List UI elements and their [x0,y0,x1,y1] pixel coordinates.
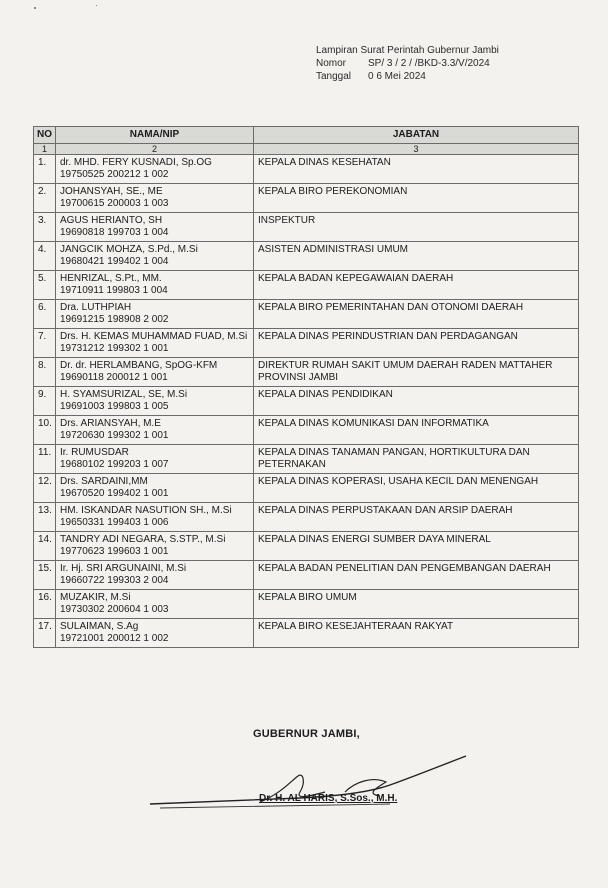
jabatan-cell: KEPALA DINAS KESEHATAN [254,155,579,184]
row-number: 13. [34,503,56,532]
lampiran-line: Lampiran Surat Perintah Gubernur Jambi [316,45,499,56]
official-nip: 19650331 199403 1 006 [60,517,169,528]
official-nip: 19680421 199402 1 004 [60,256,169,267]
official-name: MUZAKIR, M.Si [60,592,131,603]
official-nip: 19721001 200012 1 002 [60,633,169,644]
row-number: 17. [34,619,56,648]
official-name: Ir. RUMUSDAR [60,447,129,458]
official-nip: 19670520 199402 1 001 [60,488,169,499]
table-row [34,242,579,271]
jabatan-cell: ASISTEN ADMINISTRASI UMUM [254,242,579,271]
table-row [34,561,579,590]
tanggal-label: Tanggal [316,71,352,82]
table-row [34,532,579,561]
nama-nip-cell [56,271,254,300]
jabatan-cell: KEPALA BIRO KESEJAHTERAAN RAKYAT [254,619,579,648]
nama-nip-cell [56,184,254,213]
officials-table [33,126,579,648]
table-row [34,619,579,648]
nama-nip-cell [56,387,254,416]
row-number: 4. [34,242,56,271]
table-row [34,416,579,445]
nomor-line [316,57,499,70]
table-row [34,474,579,503]
header-nama: NAMA/NIP [56,127,254,144]
official-name: JOHANSYAH, SE., ME [60,186,163,197]
table-row [34,358,579,387]
jabatan-cell: KEPALA DINAS KOMUNIKASI DAN INFORMATIKA [254,416,579,445]
jabatan-cell: KEPALA BIRO UMUM [254,590,579,619]
official-name: HENRIZAL, S.Pt., MM. [60,273,162,284]
scan-speck [34,7,36,9]
nama-nip-cell [56,532,254,561]
official-nip: 19691003 199803 1 005 [60,401,169,412]
colnum-jabatan: 3 [254,144,579,155]
row-number: 2. [34,184,56,213]
row-number: 3. [34,213,56,242]
official-name: dr. MHD. FERY KUSNADI, Sp.OG [60,157,212,168]
official-nip: 19700615 200003 1 003 [60,198,169,209]
row-number: 10. [34,416,56,445]
nama-nip-cell [56,155,254,184]
jabatan-cell: KEPALA BADAN KEPEGAWAIAN DAERAH [254,271,579,300]
jabatan-cell: KEPALA BADAN PENELITIAN DAN PENGEMBANGAN DAERAH [254,561,579,590]
jabatan-cell: KEPALA DINAS KOPERASI, USAHA KECIL DAN MENENGAH [254,474,579,503]
official-name: H. SYAMSURIZAL, SE, M.Si [60,389,188,400]
nama-nip-cell [56,445,254,474]
table-row [34,155,579,184]
table-row [34,213,579,242]
jabatan-cell: KEPALA DINAS PERPUSTAKAAN DAN ARSIP DAERAH [254,503,579,532]
signatory-title: GUBERNUR JAMBI, [253,728,360,740]
official-name: Ir. Hj. SRI ARGUNAINI, M.Si [60,563,187,574]
official-nip: 19730302 200604 1 003 [60,604,169,615]
colnum-nama: 2 [56,144,254,155]
official-name: JANGCIK MOHZA, S.Pd., M.Si [60,244,198,255]
jabatan-cell: KEPALA DINAS ENERGI SUMBER DAYA MINERAL [254,532,579,561]
handwritten-signature [140,752,470,822]
signatory-name: Dr. H. AL HARIS, S.Sos., M.H. [259,793,398,804]
row-number: 6. [34,300,56,329]
official-nip: 19750525 200212 1 002 [60,169,169,180]
nama-nip-cell [56,213,254,242]
row-number: 12. [34,474,56,503]
official-name: Drs. ARIANSYAH, M.E [60,418,161,429]
official-nip: 19731212 199302 1 001 [60,343,169,354]
nama-nip-cell [56,474,254,503]
table-row [34,590,579,619]
official-nip: 19720630 199302 1 001 [60,430,169,441]
nomor-label: Nomor [316,58,347,69]
nomor-value: SP/ 3 / 2 / /BKD-3.3/V/2024 [368,58,490,69]
official-nip: 19691215 198908 2 002 [60,314,169,325]
table-row [34,300,579,329]
official-nip: 19710911 199803 1 004 [60,285,168,296]
official-name: TANDRY ADI NEGARA, S.STP., M.Si [60,534,226,545]
jabatan-cell: KEPALA DINAS TANAMAN PANGAN, HORTIKULTURA DAN PETERNAKAN [254,445,579,474]
letter-header [316,44,499,83]
row-number: 11. [34,445,56,474]
official-nip: 19660722 199303 2 004 [60,575,169,586]
official-name: HM. ISKANDAR NASUTION SH., M.Si [60,505,232,516]
tanggal-value: 0 6 Mei 2024 [368,71,426,82]
nama-nip-cell [56,300,254,329]
table-column-number-row [34,144,579,155]
row-number: 1. [34,155,56,184]
table-row [34,445,579,474]
row-number: 9. [34,387,56,416]
nama-nip-cell [56,561,254,590]
nama-nip-cell [56,416,254,445]
row-number: 8. [34,358,56,387]
official-nip: 19680102 199203 1 007 [60,459,169,470]
table-row [34,387,579,416]
official-name: Drs. SARDAINI,MM [60,476,148,487]
header-jabatan: JABATAN [254,127,579,144]
official-name: Drs. H. KEMAS MUHAMMAD FUAD, M.Si [60,331,248,342]
table-row [34,503,579,532]
nama-nip-cell [56,329,254,358]
nama-nip-cell [56,242,254,271]
official-name: Dra. LUTHPIAH [60,302,132,313]
jabatan-cell: KEPALA BIRO PEMERINTAHAN DAN OTONOMI DAERAH [254,300,579,329]
row-number: 7. [34,329,56,358]
scan-speck [96,5,97,6]
table-header-row [34,127,579,144]
row-number: 5. [34,271,56,300]
jabatan-cell: INSPEKTUR [254,213,579,242]
tanggal-line [316,70,499,83]
official-name: Dr. dr. HERLAMBANG, SpOG-KFM [60,360,218,371]
jabatan-cell: KEPALA DINAS PENDIDIKAN [254,387,579,416]
official-nip: 19770623 199603 1 001 [60,546,169,557]
nama-nip-cell [56,358,254,387]
table-row [34,271,579,300]
nama-nip-cell [56,590,254,619]
official-nip: 19690118 200012 1 001 [60,372,168,383]
jabatan-cell: DIREKTUR RUMAH SAKIT UMUM DAERAH RADEN MATTAHER PROVINSI JAMBI [254,358,579,387]
jabatan-cell: KEPALA BIRO PEREKONOMIAN [254,184,579,213]
header-no: NO [34,127,56,144]
official-name: AGUS HERIANTO, SH [60,215,163,226]
official-nip: 19690818 199703 1 004 [60,227,169,238]
table-row [34,329,579,358]
colnum-no: 1 [34,144,56,155]
official-name: SULAIMAN, S.Ag [60,621,139,632]
jabatan-cell: KEPALA DINAS PERINDUSTRIAN DAN PERDAGANGAN [254,329,579,358]
row-number: 15. [34,561,56,590]
row-number: 14. [34,532,56,561]
table-row [34,184,579,213]
nama-nip-cell [56,619,254,648]
row-number: 16. [34,590,56,619]
nama-nip-cell [56,503,254,532]
